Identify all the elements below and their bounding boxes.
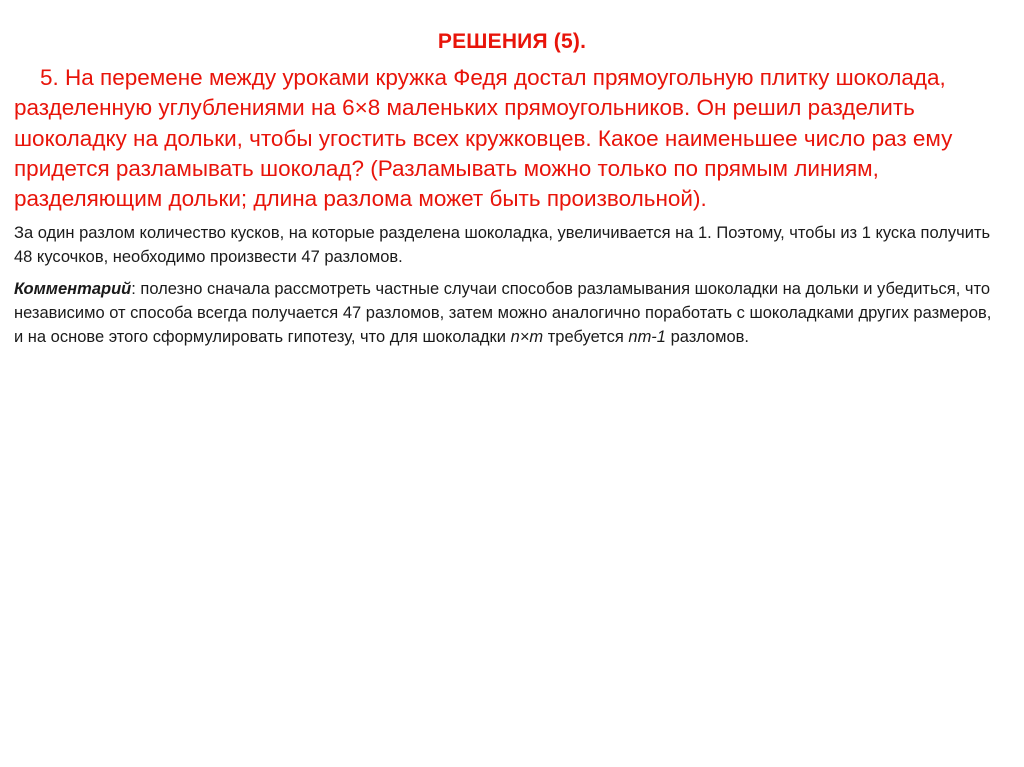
problem-number: 5. [40,65,59,90]
comment-text-part2: требуется [543,327,629,346]
comment-text-part3: разломов. [665,327,749,346]
solution-text: За один разлом количество кусков, на которые разделена шоколадка, увеличивается на 1. Поэтому, чтобы из 1 куска получить 48 кусочков, необходимо произвести 47 разломов. [14,224,991,266]
comment-block [14,278,1002,349]
page-title: РЕШЕНИЯ (5). [437,30,587,53]
problem-statement [14,63,1002,214]
problem-text: На перемене между уроками кружка Федя достал прямоугольную плитку шоколада, разделенную углублениями на 6×8 маленьких прямоугольников. Он решил разделить шоколадку на дольки, чтобы угостить всех кружковцев. Какое наименьшее число раз ему придется разламывать шоколад? (Разламывать можно только по прямым линиям, разделяющим дольки; длина разлома может быть произвольной). [14,65,953,211]
comment-label: Комментарий [14,280,132,299]
comment-formula-nm-minus-1: nm-1 [628,327,666,346]
comment-formula-nm: n×m [510,327,544,346]
comment-text-part1: : полезно сначала рассмотреть частные случаи способов разламывания шоколадки на дольки и убедиться, что независимо от способа всегда получается 47 разломов, затем можно аналогично поработать с шоколадками других размеров, и на основе этого сформулировать гипотезу, что для шоколадки [14,280,992,346]
slide-body [0,54,1024,349]
